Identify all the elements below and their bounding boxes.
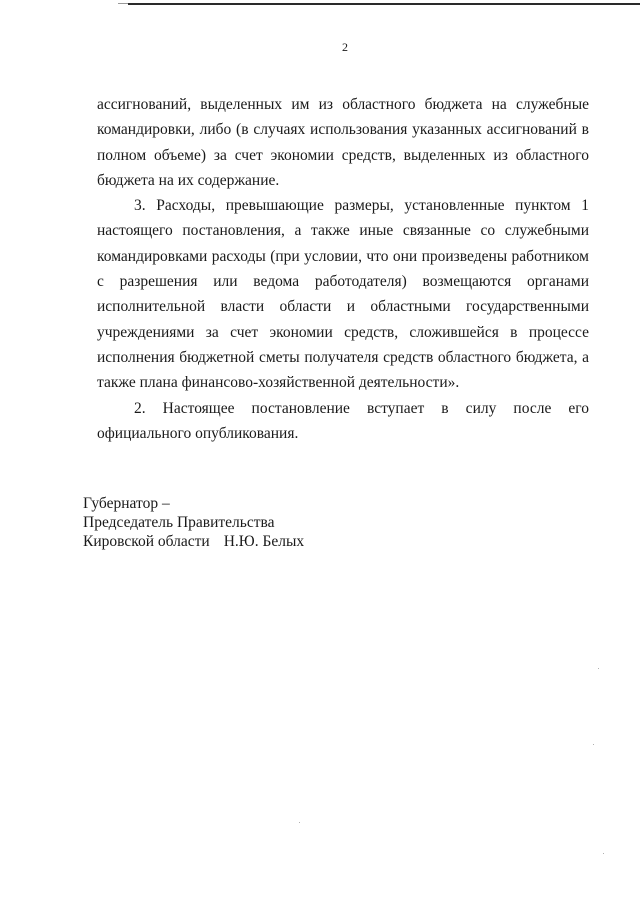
- signature-region: Кировской области: [83, 533, 210, 550]
- scan-top-border: [128, 3, 640, 5]
- page-number: 2: [342, 40, 348, 54]
- document-body: [97, 92, 589, 446]
- scan-speck: [593, 744, 594, 745]
- paragraph-continuation: ассигнований, выделенных им из областного бюджета на служебные командировки, либо (в случаях использования указанных ассигнований в полном объеме) за счет экономии средств, выделенных из областного бюджета на их содержание.: [97, 96, 589, 189]
- signature-name: Н.Ю. Белых: [223, 533, 305, 550]
- paragraph-item-2: 2. Настоящее постановление вступает в силу после его официального опубликования.: [97, 399, 589, 442]
- signature-title-chairman: Председатель Правительства: [83, 514, 275, 531]
- signature-region-line: [83, 532, 304, 551]
- signature-block: [83, 494, 304, 551]
- scan-speck: [603, 853, 604, 854]
- paragraph-item-3: 3. Расходы, превышающие размеры, установленные пунктом 1 настоящего постановления, а также иные связанные со служебными командировками расходы (при условии, что они произведены работником с разрешения или ведома работодателя) возмещаются органами исполнительной власти области и областными государственными учреждениями за счет экономии средств, сложившейся в процессе исполнения бюджетной сметы получателя средств областного бюджета, а также плана финансово-хозяйственной деятельности».: [97, 197, 589, 392]
- signature-title-governor: Губернатор –: [83, 495, 170, 512]
- scan-speck: [299, 822, 300, 823]
- scan-speck: [598, 668, 599, 669]
